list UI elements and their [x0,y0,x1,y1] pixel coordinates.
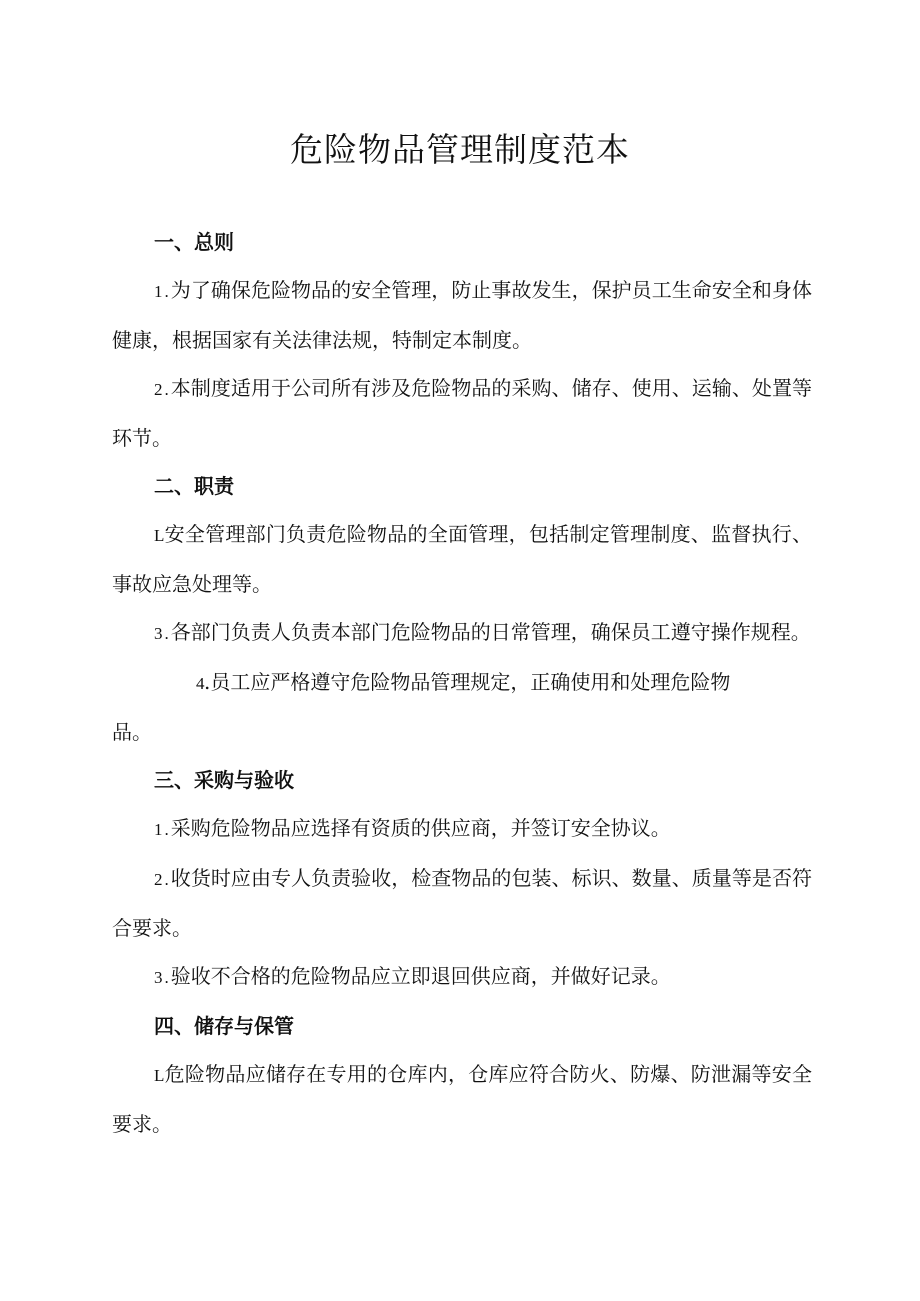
item-number: 1. [154,820,171,839]
section-heading-duties: 二、职责 [154,474,234,498]
paragraph [112,952,812,1002]
item-text-tail: 品。 [112,720,152,744]
paragraph [112,364,812,462]
item-number: 2. [154,380,171,399]
item-text: 为了确保危险物品的安全管理，防止事故发生，保护员工生命安全和身体健康，根据国家有关法律法规，特制定本制度。 [112,278,812,352]
item-text: 危险物品应储存在专用的仓库内，仓库应符合防火、防爆、防泄漏等安全要求。 [112,1062,812,1136]
item-number: 2. [154,870,171,889]
section-heading-purchase: 三、采购与验收 [154,768,294,792]
paragraph [112,854,812,952]
paragraph [112,804,812,854]
paragraph [112,608,812,658]
section-heading-general: 一、总则 [154,230,234,254]
paragraph [112,510,812,608]
document-body [112,218,812,1148]
item-number: 3. [154,624,171,643]
item-number: 1. [154,282,171,301]
page-title: 危险物品管理制度范本 [290,130,630,169]
item-number: 4 [196,674,205,693]
item-text: 本制度适用于公司所有涉及危险物品的采购、储存、使用、运输、处置等环节。 [112,376,812,450]
item-text: 收货时应由专人负责验收，检查物品的包装、标识、数量、质量等是否符合要求。 [112,866,812,940]
paragraph [112,658,812,756]
item-text: 安全管理部门负责危险物品的全面管理，包括制定管理制度、监督执行、事故应急处理等。 [112,522,812,596]
item-number: L [154,1066,165,1085]
item-number: 3. [154,968,171,987]
paragraph [112,1050,812,1148]
item-text: 各部门负责人负责本部门危险物品的日常管理，确保员工遵守操作规程。 [170,620,811,644]
item-text: .员工应严格遵守危险物品管理规定，正确使用和处理危险物 [204,670,731,694]
item-text: 验收不合格的危险物品应立即退回供应商，并做好记录。 [170,964,671,988]
section-heading-storage: 四、储存与保管 [154,1014,294,1038]
item-text: 采购危险物品应选择有资质的供应商，并签订安全协议。 [170,816,671,840]
item-number: L [154,526,165,545]
paragraph [112,266,812,364]
